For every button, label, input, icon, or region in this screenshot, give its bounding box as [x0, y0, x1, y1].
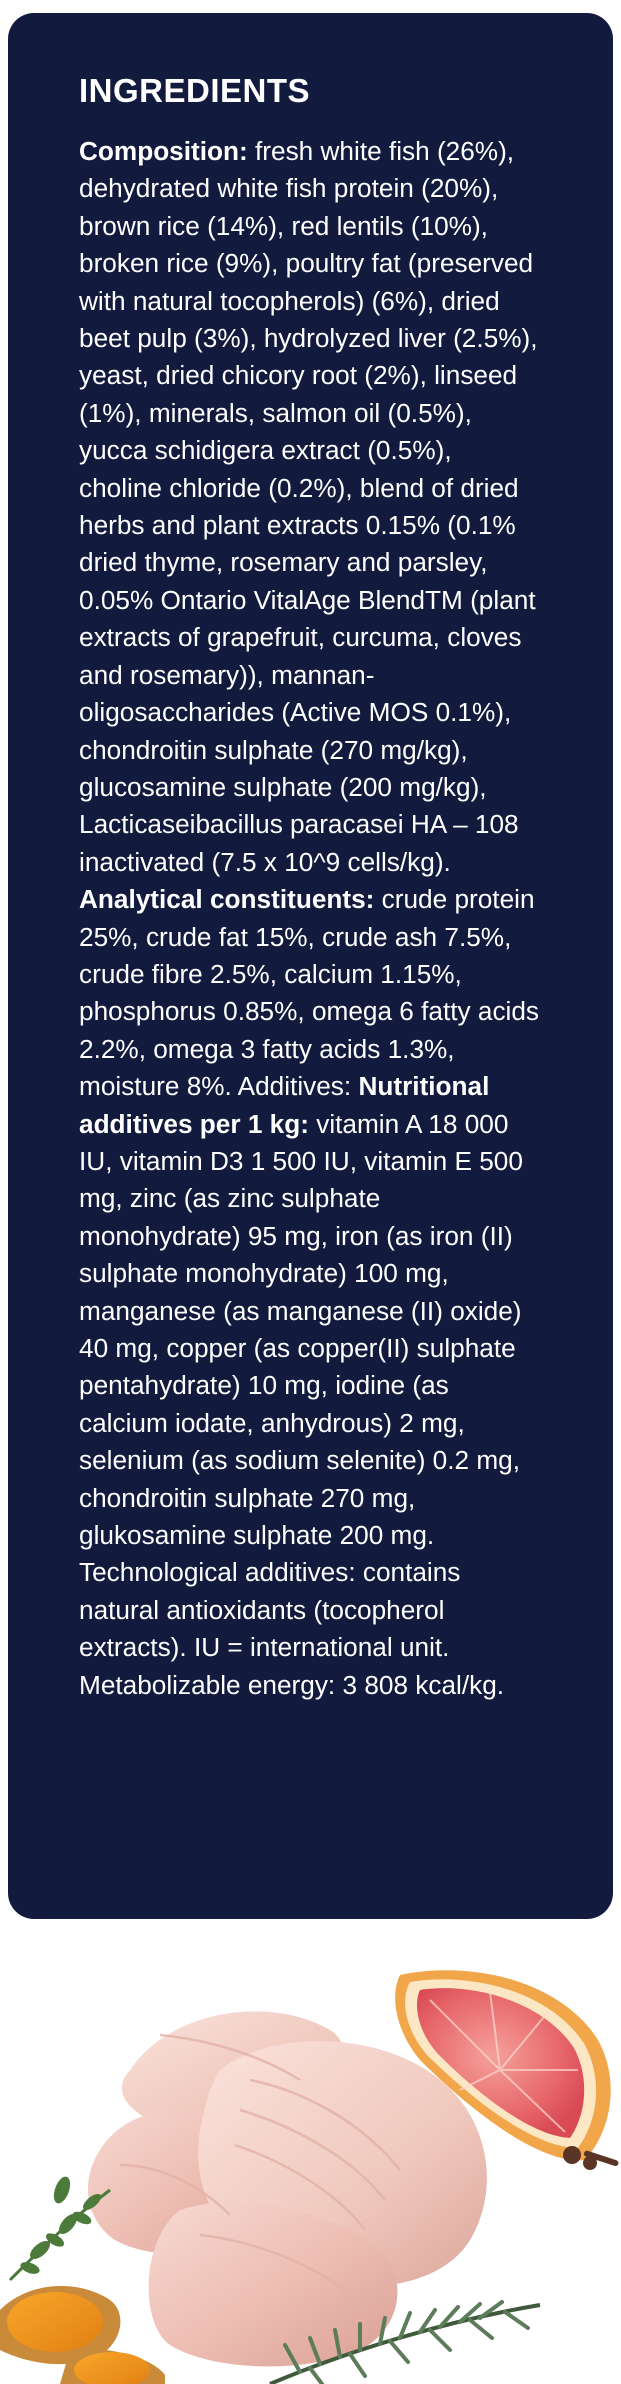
- ingredients-card: [8, 13, 613, 1919]
- nutritional-additives-text: vitamin A 18 000 IU, vitamin D3 1 500 IU, vitamin E 500 mg, zinc (as zinc sulphate monohydrate) 95 mg, iron (as iron (II) sulphate monohydrate) 100 mg, manganese (as manganese (II) oxide) 40 mg, copper (as copper(II) sulphate pentahydrate) 10 mg, iodine (as calcium iodate, anhydrous) 2 mg, selenium (as sodium selenite) 0.2 mg, chondroitin sulphate 270 mg, glukosamine sulphate 200 mg. Technological additives: contains natural antioxidants (tocopherol extracts). IU = international unit. Metabolizable energy: 3 808 kcal/kg.: [79, 1108, 523, 1700]
- ingredients-body: [79, 133, 541, 1704]
- ingredients-heading: INGREDIENTS: [79, 72, 311, 109]
- ingredients-illustration: [0, 1950, 621, 2384]
- analytical-constituents-text: crude protein 25%, crude fat 15%, crude ash 7.5%, crude fibre 2.5%, calcium 1.15%, phosphorus 0.85%, omega 6 fatty acids 2.2%, omega 3 fatty acids 1.3%, moisture 8%. Additives:: [79, 884, 540, 1102]
- composition-label: Composition:: [79, 136, 248, 166]
- curcuma-root: [0, 2286, 165, 2384]
- nutritional-additives-label: Nutritional additives per 1 kg:: [79, 1071, 490, 1139]
- ingredients-photo: [0, 1950, 621, 2384]
- composition-text: fresh white fish (26%), dehydrated white fish protein (20%), brown rice (14%), red lentils (10%), broken rice (9%), poultry fat (preserved with natural tocopherols) (6%), dried beet pulp (3%), hydrolyzed liver (2.5%), yeast, dried chicory root (2%), linseed (1%), minerals, salmon oil (0.5%), yucca schidigera extract (0.5%), choline chloride (0.2%), blend of dried herbs and plant extracts 0.15% (0.1% dried thyme, rosemary and parsley, 0.05% Ontario VitalAge BlendTM (plant extracts of grapefruit, curcuma, cloves and rosemary)), mannan-oligosaccharides (Active MOS 0.1%), chondroitin sulphate (270 mg/kg), glucosamine sulphate (200 mg/kg), Lacticaseibacillus paracasei HA – 108 inactivated (7.5 x 10^9 cells/kg).: [79, 136, 538, 877]
- analytical-constituents-label: Analytical constituents:: [79, 884, 375, 915]
